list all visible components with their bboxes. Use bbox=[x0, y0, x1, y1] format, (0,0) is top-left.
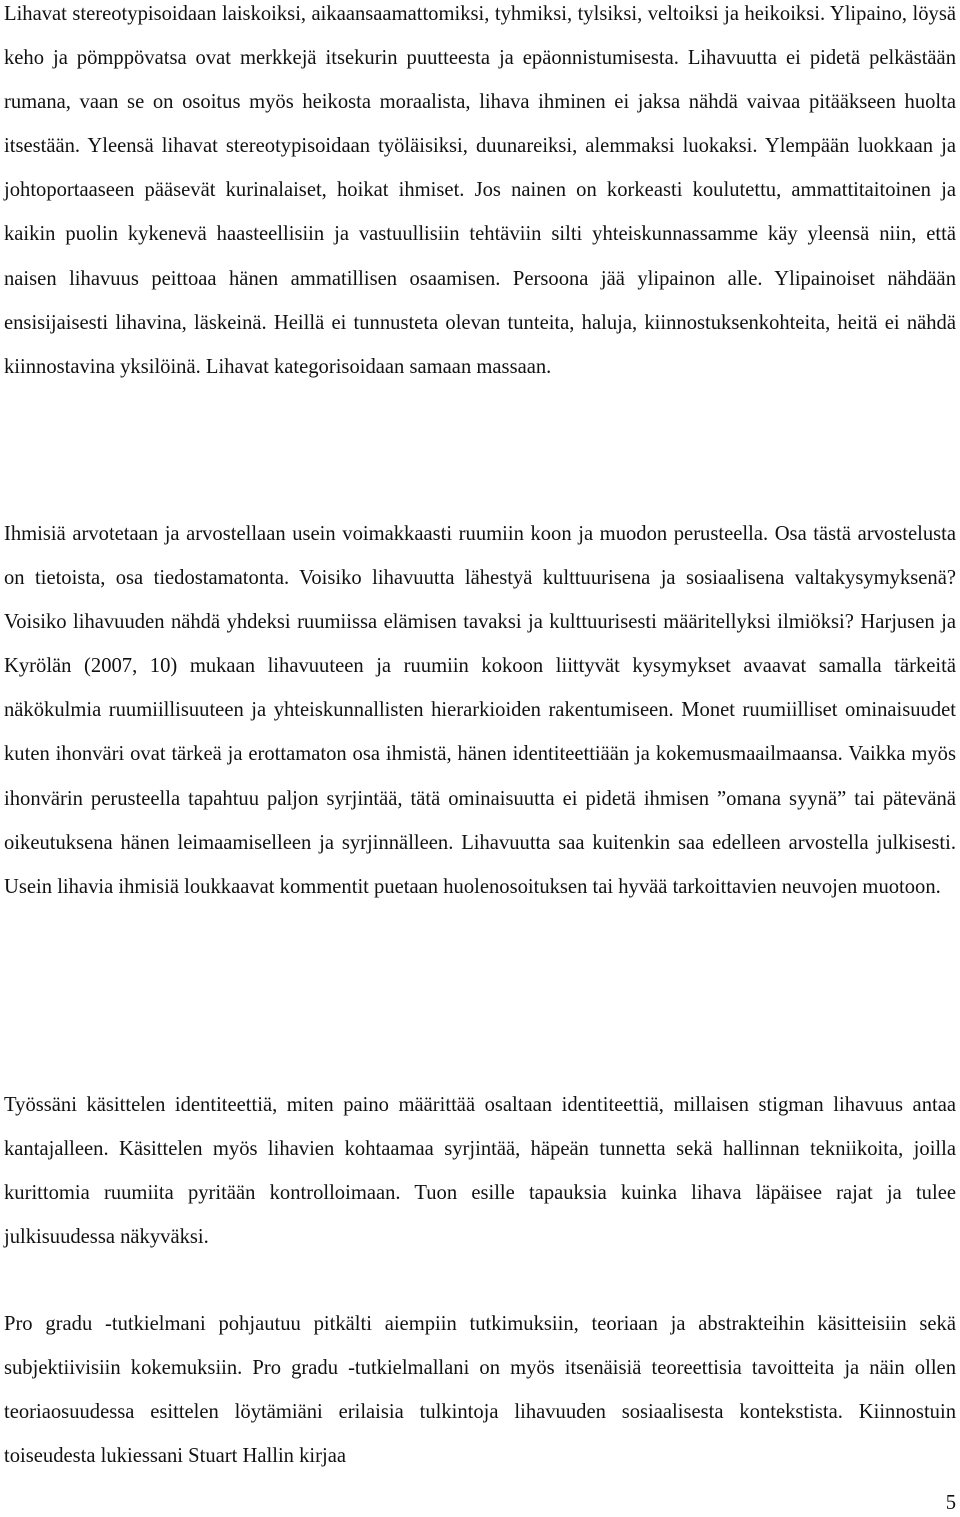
paragraph-2 bbox=[4, 512, 956, 909]
paragraph-3 bbox=[4, 1083, 956, 1259]
paragraph-text: Työssäni käsittelen identiteettiä, miten paino määrittää osaltaan identiteettiä, millaisen stigman lihavuus antaa kantajalleen. Käsittelen myös lihavien kohtaamaa syrjintää, häpeän tunnetta sekä hallinnan tekniikoita, joilla kurittomia ruumiita pyritään kontrolloimaan. Tuon esille tapauksia kuinka lihava läpäisee rajat ja tulee julkisuudessa näkyväksi. bbox=[4, 1094, 956, 1249]
paragraph-1 bbox=[4, 0, 956, 389]
paragraph-4 bbox=[4, 1302, 956, 1478]
paragraph-text: Ihmisiä arvotetaan ja arvostellaan usein voimakkaasti ruumiin koon ja muodon perusteella. Osa tästä arvostelusta on tietoista, osa tiedostamatonta. Voisiko lihavuutta lähestyä kulttuurisena ja sosiaalisena valtakysymyksenä? Voisiko lihavuuden nähdä yhdeksi ruumiissa elämisen tavaksi ja kulttuurisesti määritellyksi ilmiöksi? Harjusen ja Kyrölän (2007, 10) mukaan lihavuuteen ja ruumiin kokoon liittyvät kysymykset avaavat samalla tärkeitä näkökulmia ruumiillisuuteen ja yhteiskunnallisten hierarkioiden rakentumiseen. Monet ruumiilliset ominaisuudet kuten ihonväri ovat tärkeä ja erottamaton osa ihmistä, hänen identiteettiään ja kokemusmaailmaansa. Vaikka myös ihonvärin perusteella tapahtuu paljon syrjintää, tätä ominaisuutta ei pidetä ihmisen ”omana syynä” tai pätevänä oikeutuksena hänen leimaamiselleen ja syrjinnälleen. Lihavuutta saa kuitenkin saa edelleen arvostella julkisesti. Usein lihavia ihmisiä loukkaavat kommentit puetaan huolenosoituksen tai hyvää tarkoittavien neuvojen muotoon. bbox=[4, 523, 956, 898]
page-number: 5 bbox=[945, 1492, 956, 1514]
paragraph-text: Pro gradu -tutkielmani pohjautuu pitkälti aiempiin tutkimuksiin, teoriaan ja abstrakteihin käsitteisiin sekä subjektiivisiin kokemuksiin. Pro gradu -tutkielmallani on myös itsenäisiä teoreettisia tavoitteita ja näin ollen teoriaosuudessa esittelen löytämiäni erilaisia tulkintoja lihavuuden sosiaalisesta kontekstista. Kiinnostuin toiseudesta lukiessani Stuart Hallin kirjaa bbox=[4, 1313, 956, 1468]
paragraph-text: Lihavat stereotypisoidaan laiskoiksi, aikaansaamattomiksi, tyhmiksi, tylsiksi, veltoiksi ja heikoiksi. Ylipaino, löysä keho ja pömppövatsa ovat merkkejä itsekurin puutteesta ja epäonnistumisesta. Lihavuutta ei pidetä pelkästään rumana, vaan se on osoitus myös heikosta moraalista, lihava ihminen ei jaksa nähdä vaivaa pitääkseen huolta itsestään. Yleensä lihavat stereotypisoidaan työläisiksi, duunareiksi, alemmaksi luokaksi. Ylempään luokkaan ja johtoportaaseen pääsevät kurinalaiset, hoikat ihmiset. Jos nainen on korkeasti koulutettu, ammattitaitoinen ja kaikin puolin kykenevä haasteellisiin ja vastuullisiin tehtäviin silti yhteiskunnassamme käy yleensä niin, että naisen lihavuus peittoaa hänen ammatillisen osaamisen. Persoona jää ylipainon alle. Ylipainoiset nähdään ensisijaisesti lihavina, läskeinä. Heillä ei tunnusteta olevan tunteita, haluja, kiinnostuksenkohteita, heitä ei nähdä kiinnostavina yksilöinä. Lihavat kategorisoidaan samaan massaan. bbox=[4, 3, 956, 378]
